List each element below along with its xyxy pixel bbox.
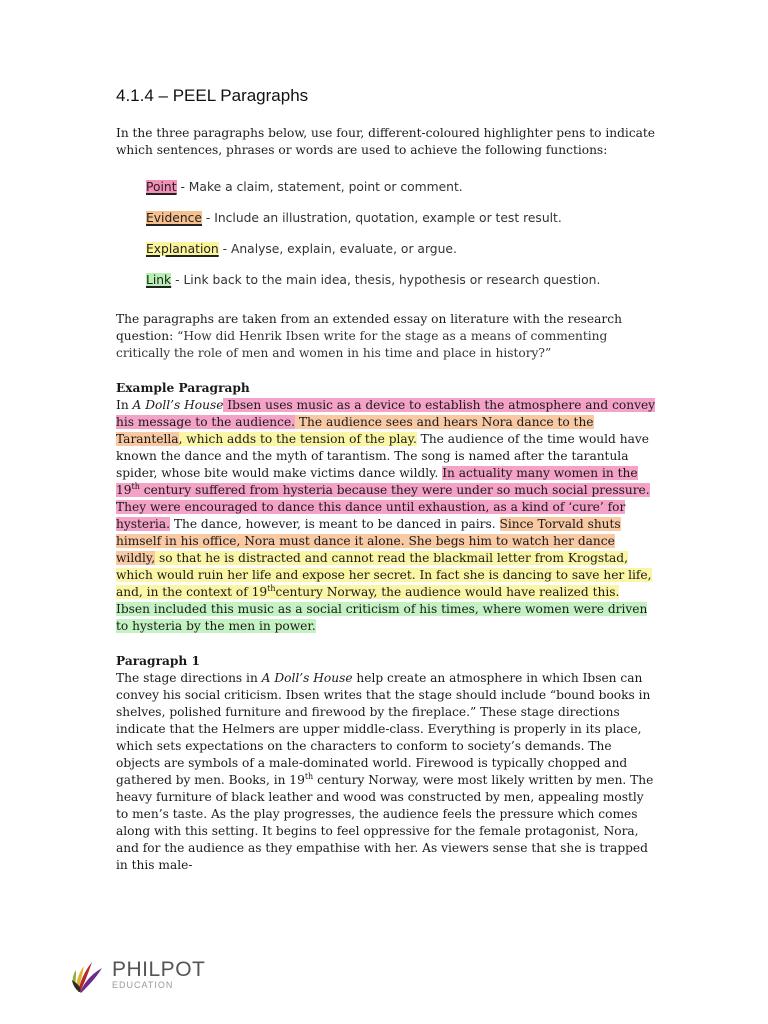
highlight-point: In actuality many women in the 19th century suffered from hysteria because they were under so much social pressure. [116, 466, 650, 497]
highlight-explanation: so that he is distracted and cannot read the blackmail letter from Krogstad, which would ruin her life and expose her secret. In fact she is dancing to save her life, and, in the context of 19thcentury Norway, the audience would have realized this. [116, 551, 652, 599]
highlight-evidence: Since Torvald shuts himself in his office, Nora must dance it alone. She begs him to watch her dance wildly, [116, 517, 621, 565]
explanation-description: - Analyse, explain, evaluate, or argue. [218, 242, 457, 256]
link-description: - Link back to the main idea, thesis, hypothesis or research question. [171, 273, 601, 287]
highlight-link: Ibsen included this music as a social criticism of his times, where women were driven to hysteria by the men in power. [116, 602, 648, 633]
philpot-logo [70, 954, 205, 994]
research-question-text: “How did Henrik Ibsen write for the stage as a means of commenting critically the role of men and women in his time and place in history?” [116, 329, 608, 360]
example-plain-text: The audience of the time would have known the dance and the myth of tarantism. The song is named after the tarantula spider, whose bite would make victims dance wildly. [116, 432, 649, 480]
logo-main-text: PHILPOT [112, 957, 206, 981]
research-question [116, 311, 656, 362]
evidence-description: - Include an illustration, quotation, example or test result. [201, 211, 562, 225]
function-list [146, 179, 656, 289]
function-explanation [146, 241, 656, 258]
point-description: - Make a claim, statement, point or comment. [176, 180, 463, 194]
leaf-logo-icon [70, 954, 106, 994]
example-text-in: In [116, 398, 133, 412]
highlight-point: They were encouraged to dance this dance until exhaustion, as a kind of ‘cure’ for hysteria. [116, 500, 626, 531]
paragraph1-title-italic: A Doll’s House [261, 671, 353, 685]
function-evidence [146, 210, 656, 227]
function-link [146, 272, 656, 289]
highlight-point: Ibsen uses music as a device to establish the atmosphere and convey his message to the audience. [116, 398, 656, 429]
research-lead: The paragraphs are taken from an extended essay on literature with the research question: [116, 312, 622, 343]
function-point [146, 179, 656, 196]
paragraph1-body: The stage directions in A Doll’s House help create an atmosphere in which Ibsen can convey his social criticism. Ibsen writes that the stage should include “bound books in shelves, polished furniture and firewood by the fireplace.” These stage directions indicate that the Helmers are upper middle-class. Everything is properly in its place, which sets expectations on the characters to conform to society’s demands. The objects are symbols of a male-dominated world. Firewood is typically chopped and gathered by men. Books, in 19th century Norway, were most likely written by men. The heavy furniture of black leather and wood was constructed by men, appealing mostly to men’s taste. As the play progresses, the audience feels the pressure which comes along with this setting. It begins to feel oppressive for the female protagonist, Nora, and for the audience as they empathise with her. As viewers sense that she is trapped in this male- [116, 671, 654, 872]
example-title-italic: A Doll’s House [132, 398, 224, 412]
point-label: Point [146, 180, 177, 194]
highlight-evidence: The audience sees and hears Nora dance to the Tarantella [116, 415, 594, 446]
document-page [116, 86, 656, 892]
instructions: In the three paragraphs below, use four, different-coloured highlighter pens to indicate which sentences, phrases or words are used to achieve the following functions: [116, 126, 656, 157]
highlight-explanation: , which adds to the tension of the play. [178, 432, 417, 446]
logo-sub-text: EDUCATION [112, 979, 174, 990]
paragraph1-heading: Paragraph 1 [116, 654, 200, 668]
link-label: Link [146, 273, 172, 287]
example-paragraph [116, 397, 656, 635]
example-plain-text: The dance, however, is meant to be danced in pairs. [169, 517, 500, 531]
example-heading: Example Paragraph [116, 381, 250, 395]
explanation-label: Explanation [146, 242, 219, 256]
page-title: 4.1.4 – PEEL Paragraphs [116, 86, 309, 105]
evidence-label: Evidence [146, 211, 202, 225]
logo-text [112, 959, 205, 990]
